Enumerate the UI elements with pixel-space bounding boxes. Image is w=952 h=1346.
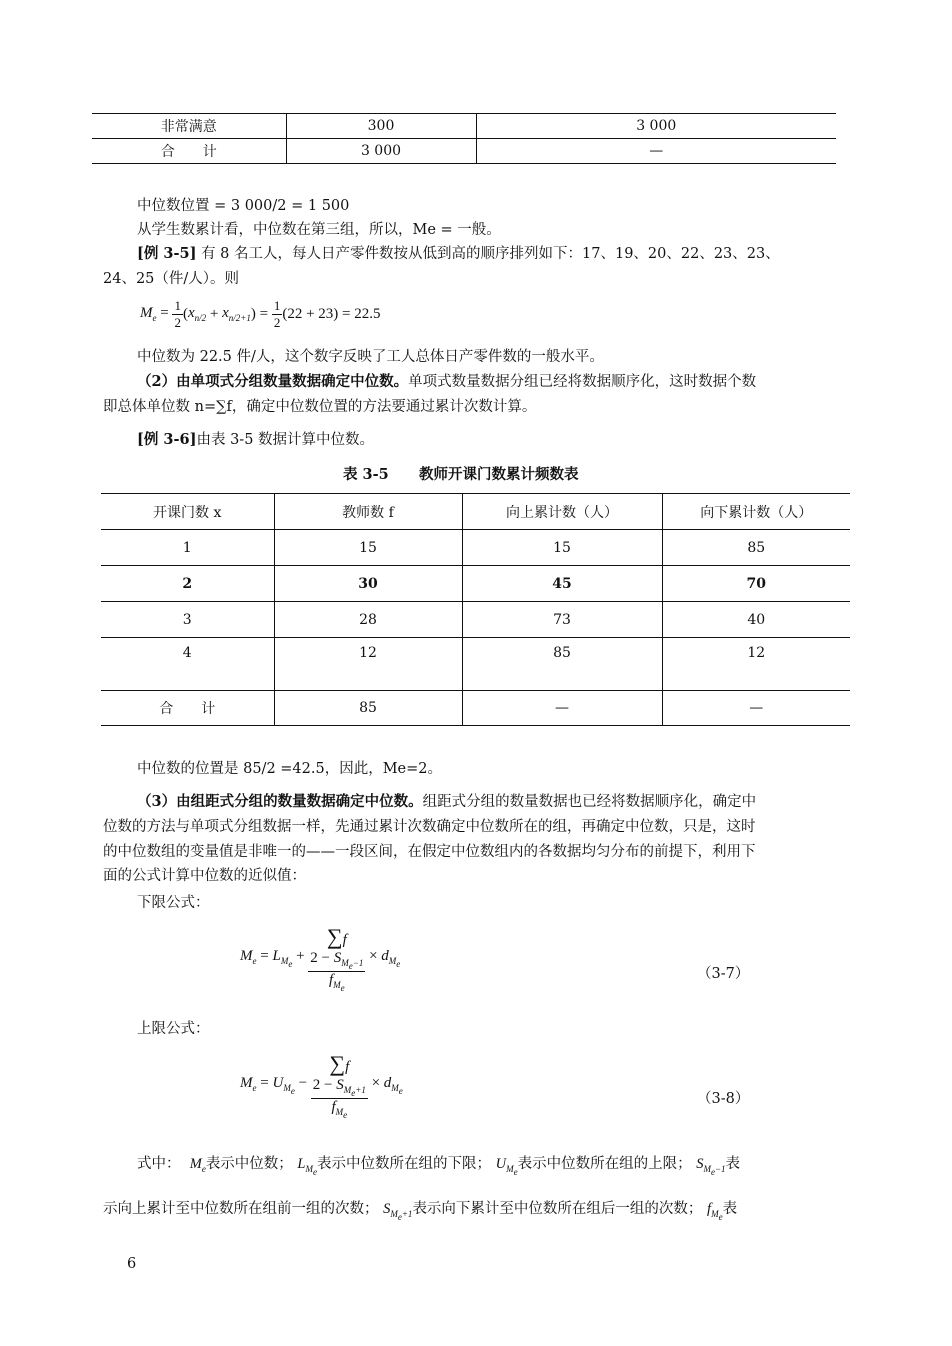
definition-text: 表示中位数所在组的下限； [317, 1156, 491, 1172]
table-cell: 4 [101, 638, 274, 691]
table-cell: 28 [274, 602, 462, 638]
table-total-row [101, 691, 850, 726]
example-label: [例 3-6] [137, 431, 197, 448]
student-cumulative-text: 从学生数累计看，中位数在第三组，所以，Me = 一般。 [137, 222, 501, 238]
upper-limit-formula: $M_e = U_{M_e}$ − ∑f $2 - S_{M_e+1}$ $f_{M_e}$ × $d_{M_e}$ [240, 1050, 403, 1120]
table-cell: 12 [274, 638, 462, 691]
table-cell: 非常满意 [92, 114, 286, 139]
table-row [101, 602, 850, 638]
definition-text: 表 [725, 1156, 741, 1172]
table-3-5 [101, 493, 850, 726]
upper-formula-label: 上限公式： [137, 1021, 210, 1037]
median-result-text: 中位数为 22.5 件/人，这个数字反映了工人总体日产零件数的一般水平。 [137, 349, 604, 365]
definition-text: 式中： [137, 1156, 181, 1172]
example-label: [例 3-5] [137, 245, 197, 262]
column-header: 向下累计数（人） [662, 494, 850, 530]
example-3-5-line2: 24、25（件/人）。则 [103, 271, 240, 287]
table-title: 教师开课门数累计频数表 [419, 466, 579, 483]
lower-formula-label: 下限公式： [137, 895, 210, 911]
table-cell: 85 [662, 530, 850, 566]
table-row [92, 114, 836, 139]
section-2-line2: 即总体单位数 n=∑f，确定中位数位置的方法要通过累计次数计算。 [103, 399, 537, 415]
median-position-result: 中位数的位置是 85/2 =42.5，因此，Me=2。 [137, 761, 443, 777]
example-text: 由表 3-5 数据计算中位数。 [196, 432, 375, 448]
table-cell: — [662, 691, 850, 726]
example-3-5-line1 [137, 242, 780, 263]
table-cell: 15 [462, 530, 662, 566]
equation-number: （3-8） [697, 1091, 750, 1107]
table-cell: 3 000 [476, 114, 836, 139]
table-caption [343, 463, 579, 484]
table-cell: — [476, 139, 836, 164]
page-number: 6 [127, 1256, 137, 1272]
table-cell: 合 计 [101, 691, 274, 726]
definition-text: 示向上累计至中位数所在组前一组的次数； [103, 1201, 379, 1217]
section-3-line4: 面的公式计算中位数的近似值： [103, 868, 306, 884]
table-cell: 40 [662, 602, 850, 638]
section-heading: （3）由组距式分组的数量数据确定中位数。 [137, 793, 423, 810]
section-heading: （2）由单项式分组数量数据确定中位数。 [137, 373, 409, 390]
definition-text: 表示向下累计至中位数所在组后一组的次数； [412, 1201, 703, 1217]
equation-number: （3-7） [697, 966, 750, 982]
table-cell: 300 [286, 114, 476, 139]
example-3-6 [137, 428, 374, 449]
column-header: 教师数 f [274, 494, 462, 530]
table-cell: — [462, 691, 662, 726]
median-position-text: 中位数位置 = 3 000/2 = 1 500 [137, 198, 350, 214]
table-cell: 70 [662, 566, 850, 602]
section-3-line2: 位数的方法与单项式分组数据一样，先通过累计次数确定中位数所在的组，再确定中位数，只是，这时 [103, 819, 756, 835]
formula-result: (22 + 23) = 22.5 [282, 305, 381, 322]
section-3-line1 [137, 790, 756, 811]
table-cell: 15 [274, 530, 462, 566]
table-cell: 2 [101, 566, 274, 602]
table-cell: 85 [274, 691, 462, 726]
table-cell: 合 计 [92, 139, 286, 164]
table-cell: 30 [274, 566, 462, 602]
section-text: 组距式分组的数量数据也已经将数据顺序化，确定中 [422, 794, 757, 810]
lower-limit-formula: $M_e = L_{M_e}$ + ∑f $2 - S_{M_e-1}$ $f_{M_e}$ × $d_{M_e}$ [240, 923, 401, 993]
table-row [92, 139, 836, 164]
table-number: 表 3-5 [343, 466, 389, 483]
median-formula-example: $M_e$ = $\frac{1}{2}$ ( $x_{n/2}$ + $x_{n/2+1}$ ) = $\frac{1}{2}$ (22 + 23) = 22.5 [140, 297, 381, 330]
column-header: 向上累计数（人） [462, 494, 662, 530]
table-cell: 1 [101, 530, 274, 566]
definition-text: 表示中位数； [205, 1156, 293, 1172]
table-cell: 12 [662, 638, 850, 691]
section-2-line1 [137, 370, 756, 391]
table-cell: 3 000 [286, 139, 476, 164]
definitions-line2: 示向上累计至中位数所在组前一组的次数； $S_{M_e+1}$表示向下累计至中位数所在组后一组的次数； $f_{M_e}$表 [103, 1201, 738, 1222]
definition-text: 表 [722, 1201, 738, 1217]
table-cell: 85 [462, 638, 662, 691]
column-header: 开课门数 x [101, 494, 274, 530]
table-row-median [101, 566, 850, 602]
definitions-line1: 式中： $M_e$表示中位数； $L_{M_e}$表示中位数所在组的下限； $U_{M_e}$表示中位数所在组的上限； $S_{M_e-1}$表 [137, 1156, 741, 1177]
section-text: 单项式数量数据分组已经将数据顺序化，这时数据个数 [408, 374, 757, 390]
table-cell: 45 [462, 566, 662, 602]
table-header-row [101, 494, 850, 530]
definition-text: 表示中位数所在组的上限； [517, 1156, 692, 1172]
table-cell: 3 [101, 602, 274, 638]
example-text: 有 8 名工人，每人日产零件数按从低到高的顺序排列如下：17、19、20、22、23、23、 [201, 246, 780, 262]
table-row [101, 530, 850, 566]
section-3-line3: 的中位数组的变量值是非唯一的——一段区间，在假定中位数组内的各数据均匀分布的前提下，利用下 [103, 844, 756, 860]
continuation-table [92, 113, 836, 164]
table-cell: 73 [462, 602, 662, 638]
table-row [101, 638, 850, 691]
